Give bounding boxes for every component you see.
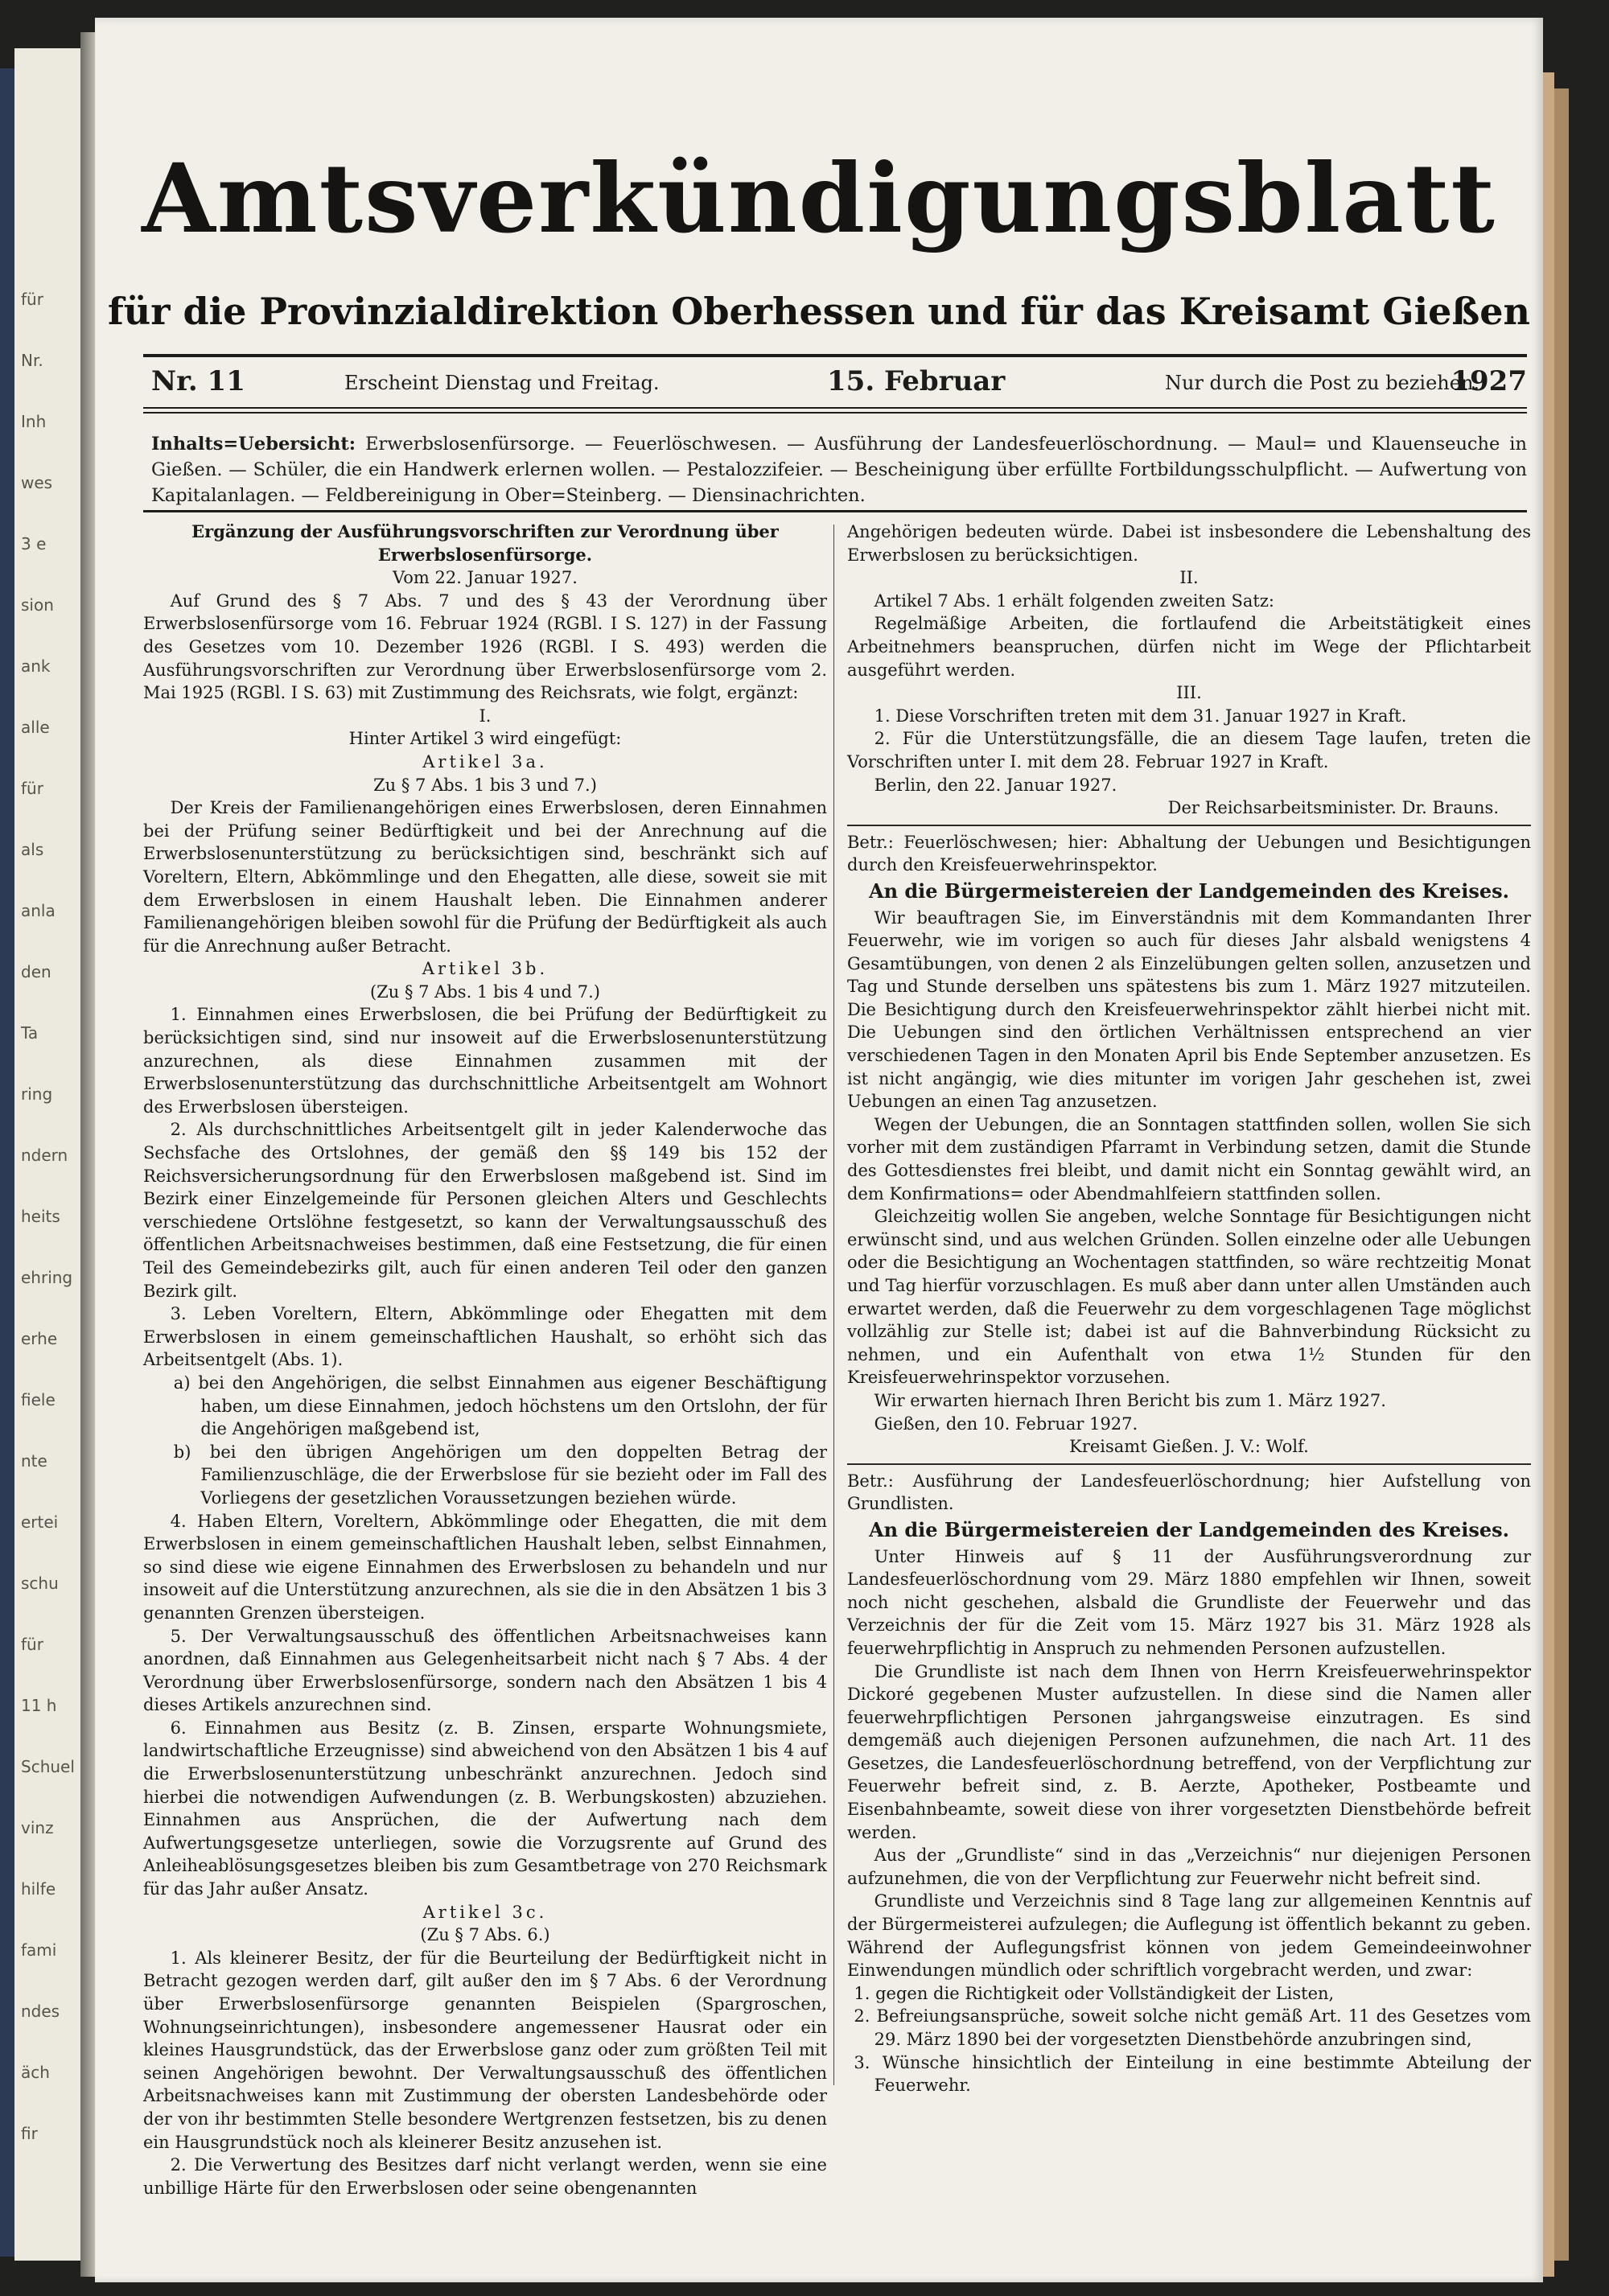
notice-addressee-2: An die Bürgermeistereien der Landgemeinden des Kreises.: [868, 1517, 1510, 1541]
newspaper-page: [95, 18, 1543, 2282]
article-3b-para-3a: a) bei den Angehörigen, die selbst Einnahmen aus eigener Beschäftigung haben, um diese Einnahmen, jedoch höchstens um den Ortslohn, der für die Angehörigen maßgebend ist,: [173, 1372, 827, 1439]
facing-page-fragment-text: Ta: [21, 1023, 39, 1043]
place-date-berlin: Berlin, den 22. Januar 1927.: [874, 775, 1117, 795]
facing-page-fragment-text: den: [21, 962, 51, 981]
objection-item-3: 3. Wünsche hinsichtlich der Einteilung in eine bestimmte Abteilung der Feuerwehr.: [854, 2052, 1531, 2096]
facing-page-fragment-text: für: [21, 290, 43, 309]
facing-page-fragment-text: 3 e: [21, 534, 47, 553]
notice-2-para-4: Grundliste und Verzeichnis sind 8 Tage lang zur allgemeinen Kenntnis auf der Bürgermeisterei aufzulegen; die Auflegung ist öffentlich bekannt zu geben. Während der Auflegungsfrist können von jedem Gemeindeeinwohner Einwendungen mündlich oder schriftlich vorgebracht werden, und zwar:: [847, 1891, 1531, 1981]
facing-page-fragment-text: fiele: [21, 1390, 56, 1409]
notice-separator-1: [847, 825, 1531, 826]
facing-page-fragment-text: ehring: [21, 1268, 73, 1287]
article-3c-para-1: 1. Als kleinerer Besitz, der für die Beurteilung der Bedürftigkeit nicht in Betracht gezogen werden darf, gilt außer den im § 7 Abs. 6 der Verordnung über Erwerbslosenfürsorge genannten Beispielen (Spargroschen, Wohnungseinrichtungen), insbesondere angemessener Hausrat oder ein kleines Hausgrundstück, das der Erwerbslose ganz oder zum größten Teil mit seinen Angehörigen bewohnt. Der Verwaltungsausschuß des öffentlichen Arbeitsnachweises kann mit Zustimmung der obersten Landesbehörde oder der von ihr bestimmten Stelle besondere Wertgrenzen festsetzen, bis zu denen ein Hausgrundstück noch als kleinerer Besitz anzusehen ist.: [143, 1948, 827, 2152]
facing-page-fragment-text: schu: [21, 1574, 59, 1593]
article-date: Vom 22. Januar 1927.: [393, 568, 578, 588]
notice-1-para-1: Wir beauftragen Sie, im Einverständnis mit dem Kommandanten Ihrer Feuerwehr, wie im vorigen so auch für dieses Jahr alsbald wenigstens 4 Gesamtübungen, von denen 2 als Einzelübungen gelten sollen, anzusetzen und Tag und Stunde derselben uns spätestens bis zum 1. März 1927 mitzuteilen. Die Besichtigung durch den Kreisfeuerwehrinspektor zählt hierbei nicht mit. Die Uebungen sind den örtlichen Verhältnissen entsprechend an vier verschiedenen Tagen in den Monaten April bis Ende September anzusetzen. Es ist nicht angängig, wie dies mitunter im vorigen Jahr geschehen ist, zwei Uebungen an einen Tag anzusetzen.: [847, 907, 1531, 1112]
page-edge: [1543, 72, 1554, 2277]
facing-page-fragment-text: wes: [21, 473, 53, 492]
facing-page-fragment-text: erhe: [21, 1329, 58, 1348]
issue-date: 15. Februar: [827, 365, 1006, 397]
issue-rule-2: [143, 412, 1527, 414]
issue-number: Nr. 11: [151, 365, 245, 397]
facing-page-fragment-text: als: [21, 840, 44, 859]
place-date-giessen: Gießen, den 10. Februar 1927.: [874, 1413, 1138, 1434]
notice-1-para-4: Wir erwarten hiernach Ihren Bericht bis zum 1. März 1927.: [874, 1390, 1386, 1410]
page-stack-edge: [1554, 88, 1569, 2261]
issue-line: [151, 365, 1527, 404]
section-III-item-1: 1. Diese Vorschriften treten mit dem 31. Januar 1927 in Kraft.: [874, 706, 1407, 726]
article-3b-ref: (Zu § 7 Abs. 1 bis 4 und 7.): [369, 981, 600, 1002]
section-heading-I: I.: [479, 706, 492, 726]
facing-page-fragment-text: ring: [21, 1084, 53, 1104]
article-7-text: Regelmäßige Arbeiten, die fortlaufend die Arbeitstätigkeit eines Arbeitnehmers beanspruchen, dürfen nicht im Wege der Pflichtarbeit ausgeführt werden.: [847, 614, 1531, 680]
facing-page-fragment-text: vinz: [21, 1818, 54, 1837]
facing-page-fragment-text: äch: [21, 2063, 50, 2082]
toc-rule: [143, 510, 1527, 512]
article-3b-para-3: 3. Leben Voreltern, Eltern, Abkömmlinge oder Ehegatten mit dem Erwerbslosen in einem gemeinschaftlichen Haushalt, so erhöht sich das Arbeitsentgelt (Abs. 1).: [143, 1304, 827, 1370]
article-3c-para-2: 2. Die Verwertung des Besitzes darf nicht verlangt werden, wenn sie eine unbillige Härte für den Erwerbslosen oder seine obengenannten: [143, 2155, 827, 2198]
issue-postal-note: Nur durch die Post zu beziehen.: [1165, 372, 1480, 394]
facing-page-fragment-text: fir: [21, 2124, 38, 2143]
article-3a-title: Artikel 3a.: [422, 751, 548, 772]
facing-page-fragment-text: fami: [21, 1940, 57, 1960]
article-3a-text: Der Kreis der Familienangehörigen eines Erwerbslosen, deren Einnahmen bei der Prüfung seiner Bedürftigkeit und bei der Anrechnung auf die Erwerbslosenunterstützung zu berücksichtigen sind, beschränkt sich auf Voreltern, Eltern, Abkömmlinge und den Ehegatten, alle diese, soweit sie mit dem Erwerbslosen in einem Haushalt leben. Die Einnahmen anderer Familienangehörigen bleiben sowohl für die Prüfung der Bedürftigkeit als auch für die Anrechnung außer Betracht.: [143, 798, 827, 956]
article-3b-title: Artikel 3b.: [422, 959, 549, 979]
article-3b-para-6: 6. Einnahmen aus Besitz (z. B. Zinsen, ersparte Wohnungsmiete, landwirtschaftliche Erzeugnisse) sind abweichend von den Absätzen 1 bis 4 auf die Erwerbslosenunterstützung unbeschränkt anzurechnen. Jedoch sind hierbei die notwendigen Aufwendungen (z. B. Werbungskosten) abzuziehen. Einnahmen aus Ansprüchen, die der Aufwertung nach dem Aufwertungsgesetze unterliegen, sowie die Vorzugsrente auf Grund des Anleiheablösungsgesetzes bleiben bis zum Gesamtbetrage von 270 Reichsmark für das Jahr außer Ansatz.: [143, 1718, 827, 1899]
notice-subject-1: Betr.: Feuerlöschwesen; hier: Abhaltung der Uebungen und Besichtigungen durch den Kreisfeuerwehrinspektor.: [847, 832, 1531, 875]
facing-page-fragment-text: ndes: [21, 2002, 60, 2021]
article-3b-para-4: 4. Haben Eltern, Voreltern, Abkömmlinge oder Ehegatten, die mit dem Erwerbslosen in einem gemeinschaftlichen Haushalt leben, selbst Einnahmen, so sind diese wie eigene Einnahmen des Erwerbslosen zu behandeln und nur insoweit auf die Unterstützung anzurechnen, als sie die in den Absätzen 1 bis 3 genannten Grenzen übersteigen.: [143, 1511, 827, 1623]
facing-page-fragment-text: sion: [21, 595, 54, 615]
right-column: [847, 521, 1531, 2097]
article-title: Ergänzung der Ausführungsvorschriften zur Verordnung über Erwerbslosenfürsorge.: [191, 521, 779, 565]
facing-page-fragment-text: Inh: [21, 412, 47, 431]
facing-page-fragment-text: 11 h: [21, 1696, 57, 1715]
signature-kreisamt: Kreisamt Gießen. J. V.: Wolf.: [1069, 1437, 1309, 1457]
notice-1-para-2: Wegen der Uebungen, die an Sonntagen stattfinden sollen, wollen Sie sich vorher mit dem zuständigen Pfarramt in Verbindung setzen, damit die Stunde des Gottesdienstes frei bleibt, und damit nicht ein Sonntag gewählt wird, an dem Konfirmations= oder Abendmahlfeiern stattfinden sollen.: [847, 1114, 1531, 1204]
left-column: [143, 521, 827, 2199]
article-intro: Auf Grund des § 7 Abs. 7 und des § 43 der Verordnung über Erwerbslosenfürsorge vom 16. Februar 1924 (RGBl. I S. 127) in der Fassung des Gesetzes vom 10. Dezember 1926 (RGBl. I S. 493) werden die Ausführungsvorschriften zur Verordnung über Erwerbslosenfürsorge vom 2. Mai 1925 (RGBl. I S. 63) mit Zustimmung des Reichsrats, wie folgt, ergänzt:: [143, 590, 827, 703]
facing-page-fragment-text: nte: [21, 1451, 47, 1471]
facing-page-fragment-text: ertei: [21, 1512, 59, 1532]
book-cover-edge: [0, 68, 14, 2257]
objection-item-2: 2. Befreiungsansprüche, soweit solche nicht gemäß Art. 11 des Gesetzes vom 29. März 1890 bei der vorgesetzten Dienstbehörde anzubringen sind,: [854, 2006, 1531, 2049]
objection-item-1: 1. gegen die Richtigkeit oder Vollständigkeit der Listen,: [854, 1983, 1335, 2003]
article-3b-para-3b: b) bei den übrigen Angehörigen um den doppelten Betrag der Familienzuschläge, die der Erwerbslose für sie bezieht oder im Fall des Vorliegens der gesetzlichen Voraussetzungen beziehen würde.: [173, 1442, 827, 1508]
facing-page-fragment: [14, 48, 82, 2261]
article-3b-para-2: 2. Als durchschnittliches Arbeitsentgelt gilt in jeder Kalenderwoche das Sechsfache des Ortslohnes, der gemäß den §§ 149 bis 152 der Reichsversicherungsordnung für den Erwerbslosen maßgebend ist. Sind im Bezirk einer Einzelgemeinde für Personen gleichen Alters und Geschlechts verschiedene Ortslöhne festgesetzt, so kann der Verwaltungsausschuß des öffentlichen Arbeitsnachweises bestimmen, daß eine Festsetzung, die für einen Teil des Gemeindebezirks gilt, auch für einen anderen Teil oder den ganzen Bezirk gilt.: [143, 1120, 827, 1301]
table-of-contents: [151, 431, 1527, 508]
facing-page-fragment-text: Schuel: [21, 1757, 75, 1776]
article-3c-title: Artikel 3c.: [422, 1902, 548, 1922]
facing-page-fragment-text: anla: [21, 901, 56, 920]
insert-line: Hinter Artikel 3 wird eingefügt:: [348, 729, 622, 749]
facing-page-fragment-text: ank: [21, 656, 51, 676]
masthead-title: Amtsverkündigungsblatt: [142, 142, 1496, 254]
article-3a-ref: Zu § 7 Abs. 1 bis 3 und 7.): [373, 775, 597, 795]
article-3b-para-5: 5. Der Verwaltungsausschuß des öffentlichen Arbeitsnachweises kann anordnen, daß Einnahmen aus Gelegenheitsarbeit nicht nach § 7 Abs. 4 der Verordnung über Erwerbslosenfürsorge, sondern nach den Absätzen 1 bis 4 dieses Artikels anzurechnen sind.: [143, 1626, 827, 1715]
notice-2-para-2: Die Grundliste ist nach dem Ihnen von Herrn Kreisfeuerwehrinspektor Dickoré gegebenen Muster aufzustellen. In diese sind die Namen aller feuerwehrpflichtigen Personen jahrgangsweise einzutragen. Es sind demgemäß auch diejenigen Personen aufzunehmen, die nach Art. 11 des Gesetzes, die Landesfeuerlöschordnung betreffend, von der Verpflichtung zur Feuerwehr befreit sind, z. B. Aerzte, Apotheker, Postbeamte und Eisenbahnbeamte, soweit diese von ihrer vorgesetzten Dienstbehörde befreit werden.: [847, 1661, 1531, 1842]
facing-page-fragment-text: hilfe: [21, 1879, 56, 1899]
notice-2-para-3: Aus der „Grundliste“ sind in das „Verzeichnis“ nur diejenigen Personen aufzunehmen, die von der Verpflichtung zur Feuerwehr nicht befreit sind.: [847, 1845, 1531, 1888]
notice-separator-2: [847, 1463, 1531, 1465]
masthead-rule-top: [143, 354, 1527, 357]
article-7-line: Artikel 7 Abs. 1 erhält folgenden zweiten Satz:: [874, 590, 1274, 611]
notice-1-para-3: Gleichzeitig wollen Sie angeben, welche Sonntage für Besichtigungen nicht erwünscht sind, und aus welchen Gründen. Sollen einzelne oder alle Uebungen oder die Besichtigung an Wochentagen stattfinden, so wäre rechtzeitig Monat und Tag hierfür vorzuschlagen. Es muß aber dann unter allen Umständen auch erwartet werden, daß die Feuerwehr zu dem vorgeschlagenen Tage möglichst vollzählig zur Stelle ist; dabei ist auf die Bahnverbindung Rücksicht zu nehmen, und ein Aufenthalt von etwa 1½ Stunden für den Kreisfeuerwehrinspektor vorzusehen.: [847, 1207, 1531, 1388]
notice-addressee-1: An die Bürgermeistereien der Landgemeinden des Kreises.: [868, 878, 1510, 903]
toc-label: Inhalts=Uebersicht:: [151, 434, 356, 455]
issue-frequency: Erscheint Dienstag und Freitag.: [344, 372, 660, 394]
notice-2-para-1: Unter Hinweis auf § 11 der Ausführungsverordnung zur Landesfeuerlöschordnung vom 29. März 1880 empfehlen wir Ihnen, soweit noch nicht geschehen, alsbald die Grundliste der Feuerwehr und das Verzeichnis der für die Zeit vom 15. März 1927 bis 31. März 1928 als feuerwehrpflichtig in Anspruch zu nehmenden Personen aufzustellen.: [847, 1546, 1531, 1658]
issue-rule-1: [143, 407, 1527, 409]
section-heading-II: II.: [1179, 568, 1199, 588]
notice-subject-2: Betr.: Ausführung der Landesfeuerlöschordnung; hier Aufstellung von Grundlisten.: [847, 1471, 1531, 1514]
column-divider: [833, 525, 834, 2085]
section-III-item-2: 2. Für die Unterstützungsfälle, die an diesem Tage laufen, treten die Vorschriften unter I. mit dem 28. Februar 1927 in Kraft.: [847, 729, 1531, 772]
facing-page-fragment-text: heits: [21, 1207, 60, 1226]
toc-text: Erwerbslosenfürsorge. — Feuerlöschwesen. — Ausführung der Landesfeuerlöschordnung. — Maul= und Klauenseuche in Gießen. — Schüler, die ein Handwerk erlernen wollen. — Pestalozzifeier. — Bescheinigung über erfüllte Fortbildungsschulpflicht. — Aufwertung von Kapitalanlagen. — Feldbereinigung in Ober=Steinberg. — Diensinachrichten.: [151, 434, 1527, 506]
section-heading-III: III.: [1176, 683, 1202, 703]
facing-page-fragment-text: für: [21, 1635, 43, 1654]
continuation-text: Angehörigen bedeuten würde. Dabei ist insbesondere die Lebenshaltung des Erwerbslosen zu berücksichtigen.: [847, 522, 1531, 565]
signature-minister: Der Reichsarbeitsminister. Dr. Brauns.: [1167, 798, 1499, 818]
article-3b-para-1: 1. Einnahmen eines Erwerbslosen, die bei Prüfung der Bedürftigkeit zu berücksichtigen sind, sind nur insoweit auf die Erwerbslosenunterstützung anzurechnen, als diese Einnahmen zusammen mit der Erwerbslosenunterstützung das durchschnittliche Arbeitsentgelt am Wohnort des Erwerbslosen übersteigen.: [143, 1005, 827, 1117]
facing-page-fragment-text: Nr.: [21, 351, 43, 370]
issue-year: 1927: [1451, 365, 1527, 397]
article-3c-ref: (Zu § 7 Abs. 6.): [420, 1925, 550, 1945]
facing-page-fragment-text: alle: [21, 718, 50, 737]
facing-page-fragment-text: für: [21, 779, 43, 798]
facing-page-fragment-text: ndern: [21, 1146, 68, 1165]
masthead-subtitle: für die Provinzialdirektion Oberhessen und für das Kreisamt Gießen: [108, 290, 1530, 333]
